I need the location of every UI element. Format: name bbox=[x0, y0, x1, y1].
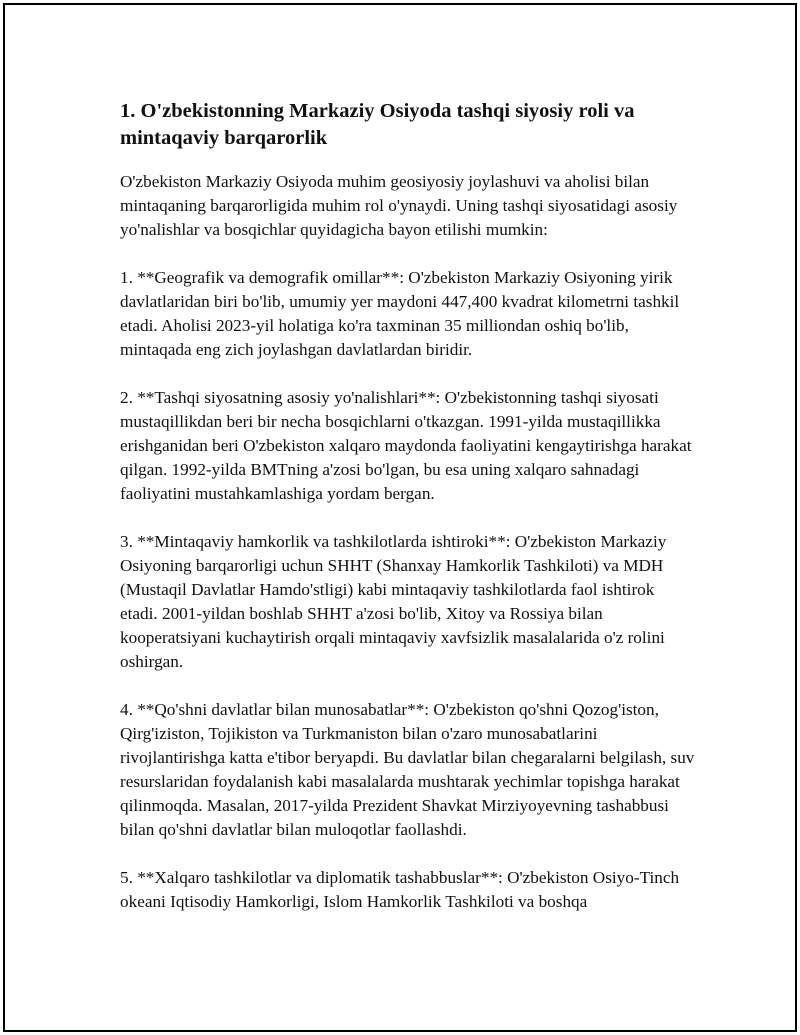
paragraph-international-organizations: 5. **Xalqaro tashkilotlar va diplomatik tashabbuslar**: O'zbekiston Osiyo-Tinch okeani Iqtisodiy Hamkorligi, Islom Hamkorlik Tashkiloti va boshqa bbox=[120, 868, 680, 911]
section-heading: 1. O'zbekistonning Markaziy Osiyoda tashqi siyosiy roli va mintaqaviy barqarorlik bbox=[120, 100, 635, 149]
paragraph-regional-cooperation: 3. **Mintaqaviy hamkorlik va tashkilotlarda ishtiroki**: O'zbekiston Markaziy Osiyoning barqarorligi uchun SHHT (Shanxay Hamkorlik Tashkiloti) va MDH (Mustaqil Davlatlar Hamdo'stligi) kabi mintaqaviy tashkilotlarda faol ishtirok etadi. 2001-yildan boshlab SHHT a'zosi bo'lib, Xitoy va Rossiya bilan kooperatsiyani kuchaytirish orqali mintaqaviy xavfsizlik masalalarida o'z rolini oshirgan. bbox=[120, 532, 667, 671]
document-body bbox=[120, 98, 695, 938]
document-page bbox=[3, 3, 797, 1032]
intro-paragraph: O'zbekiston Markaziy Osiyoda muhim geosiyosiy joylashuvi va aholisi bilan mintaqaning barqarorligida muhim rol o'ynaydi. Uning tashqi siyosatidagi asosiy yo'nalishlar va bosqichlar quyidagicha bayon etilishi mumkin: bbox=[120, 172, 678, 239]
paragraph-foreign-policy: 2. **Tashqi siyosatning asosiy yo'nalishlari**: O'zbekistonning tashqi siyosati mustaqillikdan beri bir necha bosqichlarni o'tkazgan. 1991-yilda mustaqillikka erishganidan beri O'zbekiston xalqaro maydonda faoliyatini kengaytirishga harakat qilgan. 1992-yilda BMTning a'zosi bo'lgan, bu esa uning xalqaro sahnadagi faoliyatini mustahkamlashiga yordam bergan. bbox=[120, 388, 692, 503]
paragraph-neighbor-relations: 4. **Qo'shni davlatlar bilan munosabatlar**: O'zbekiston qo'shni Qozog'iston, Qirg'iziston, Tojikiston va Turkmaniston bilan o'zaro munosabatlarini rivojlantirishga katta e'tibor beryapdi. Bu davlatlar bilan chegaralarni belgilash, suv resurslaridan foydalanish kabi masalalarda mushtarak yechimlar topishga harakat qilinmoqda. Masalan, 2017-yilda Prezident Shavkat Mirziyoyevning tashabbusi bilan qo'shni davlatlar bilan muloqotlar faollashdi. bbox=[120, 700, 695, 839]
paragraph-geography: 1. **Geografik va demografik omillar**: O'zbekiston Markaziy Osiyoning yirik davlatlaridan biri bo'lib, umumiy yer maydoni 447,400 kvadrat kilometrni tashkil etadi. Aholisi 2023-yil holatiga ko'ra taxminan 35 milliondan oshiq bo'lib, mintaqada eng zich joylashgan davlatlardan biridir. bbox=[120, 268, 680, 359]
